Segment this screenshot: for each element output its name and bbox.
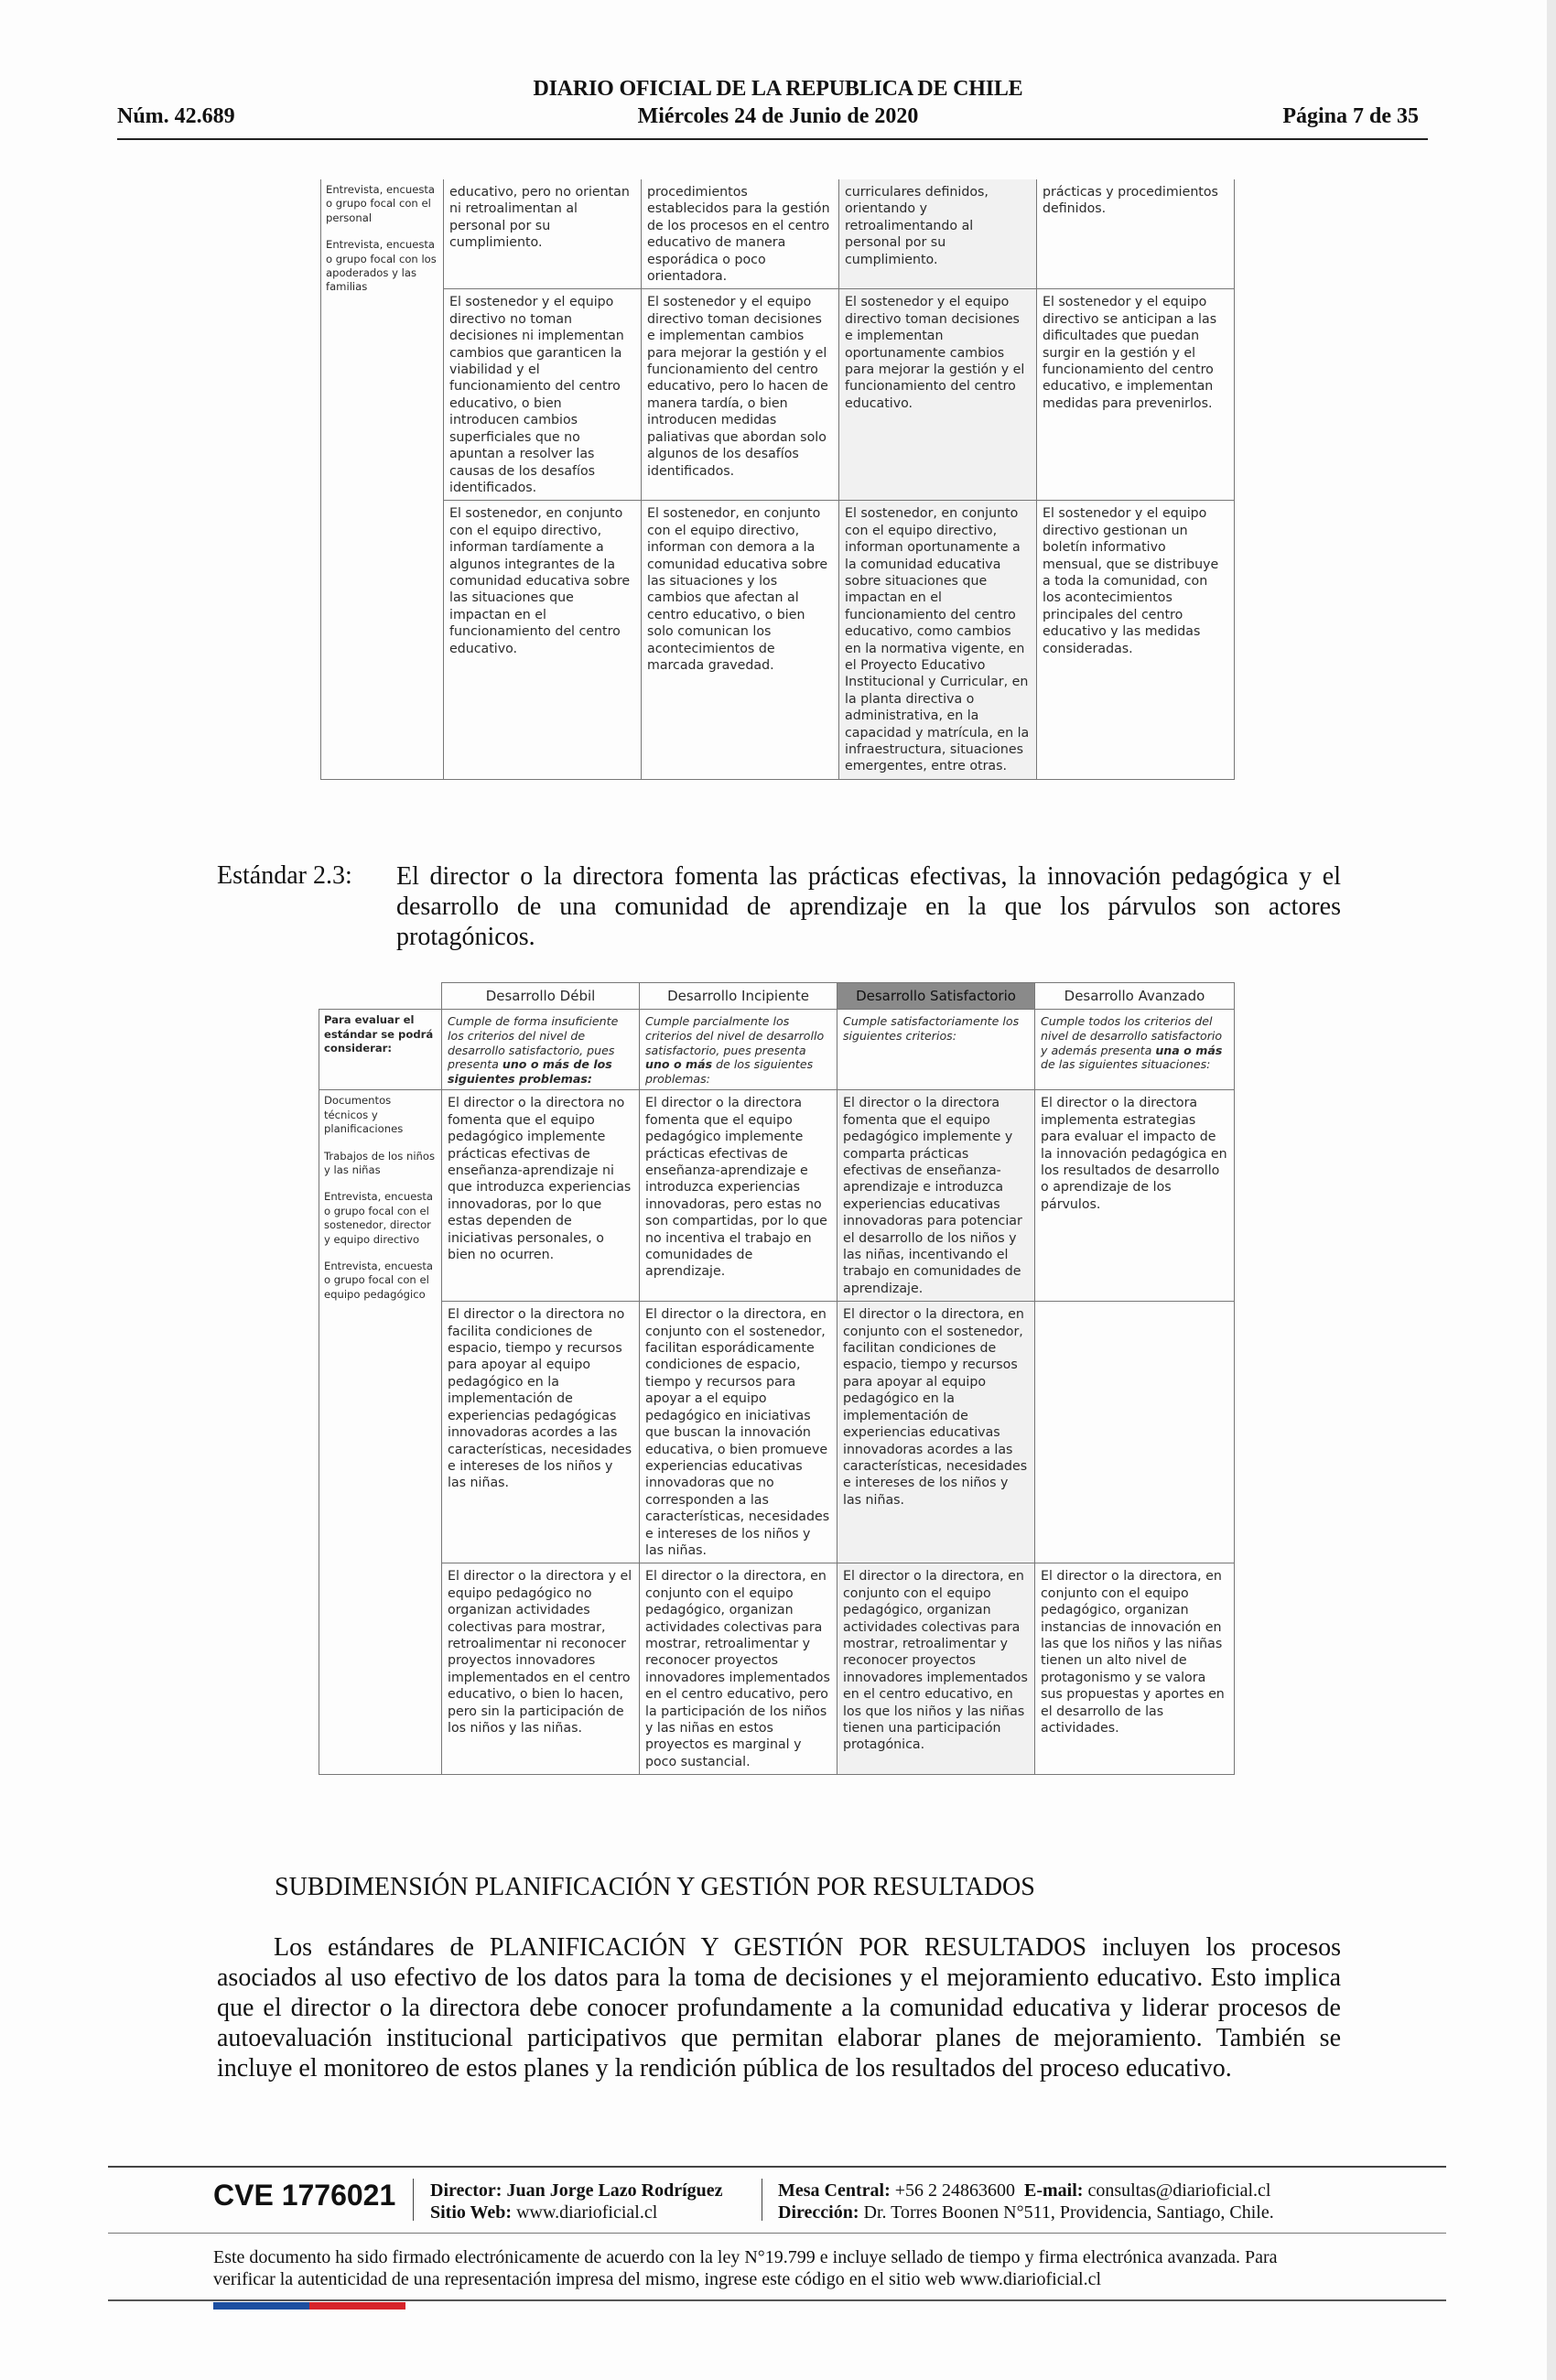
rubric-table-continued — [320, 179, 1235, 780]
standard-text: El director o la directora fomenta las prácticas efectivas, la innovación pedagógica y el desarrollo de una comunidad de aprendizaje en la que los párvulos son actores protagónicos. — [396, 862, 1341, 951]
cell-satisfactorio: El director o la directora, en conjunto con el sostenedor, facilitan condiciones de espacio, tiempo y recursos para apoyar al equipo pedagógico en la implementación de experiencias educativas innovadoras acordes a las características, necesidades e intereses de los niños y las niñas. — [837, 1302, 1035, 1563]
evidence-item: Entrevista, encuesta o grupo focal con el sostenedor, director y equipo directivo — [324, 1190, 434, 1246]
table-row — [319, 1090, 1235, 1302]
table-row — [319, 1563, 1235, 1775]
newspaper-title: DIARIO OFICIAL DE LA REPUBLICA DE CHILE — [533, 77, 1023, 101]
evidence-item: Entrevista, encuesta o grupo focal con los apoderados y las familias — [326, 238, 437, 294]
cell-debil: El director o la directora no fomenta que el equipo pedagógico implemente prácticas efectivas de enseñanza-aprendizaje ni que introduzca experiencias innovadoras, por lo que estas dependen de iniciativas personales, o bien no ocurren. — [442, 1090, 640, 1302]
cell-avanzado: El sostenedor y el equipo directivo se anticipan a las dificultades que puedan surgir en la gestión y el funcionamiento del centro educativo, e implementan medidas para prevenirlos. — [1037, 289, 1235, 501]
cell-debil: El sostenedor, en conjunto con el equipo directivo, informan tardíamente a algunos integrantes de la comunidad educativa sobre las situaciones que impactan en el funcionamiento del centro educativo. — [444, 501, 642, 780]
cell-debil: educativo, pero no orientan ni retroalimentan al personal por su cumplimiento. — [444, 179, 642, 289]
cell-satisfactorio: El director o la directora, en conjunto con el equipo pedagógico, organizan actividades colectivas para mostrar, retroalimentar y reconocer proyectos innovadores implementados en el centro educativo, en los que los niños y las niñas tienen una participación protagónica. — [837, 1563, 1035, 1775]
cell-avanzado — [1035, 1302, 1235, 1563]
body-paragraph: Los estándares de PLANIFICACIÓN Y GESTIÓN POR RESULTADOS incluyen los procesos asociados al uso efectivo de los datos para la toma de decisiones y el mejoramiento educativo. Esto implica que el director o la directora debe conocer profundamente a la comunidad educativa y liderar procesos de autoevaluación institucional participativos que permitan elaborar planes de mejoramiento. También se incluye el monitoreo de estos planes y la rendición pública de los resultados del proceso educativo. — [217, 1933, 1341, 2082]
evidence-item: Entrevista, encuesta o grupo focal con el personal — [326, 183, 436, 224]
cell-satisfactorio: El director o la directora fomenta que el equipo pedagógico implemente y comparta prácticas efectivas de enseñanza-aprendizaje e introduzca experiencias educativas innovadoras para potenciar el desarrollo de los niños y las niñas, incentivando el trabajo en comunidades de aprendizaje. — [837, 1090, 1035, 1302]
cell-satisfactorio: curriculares definidos, orientando y retroalimentando al personal por su cumplimiento. — [839, 179, 1037, 289]
cell-debil: El director o la directora y el equipo pedagógico no organizan actividades colectivas para mostrar, retroalimentar ni reconocer proyectos innovadores implementados en el centro educativo, o bien lo hacen, pero sin la participación de los niños y las niñas. — [442, 1563, 640, 1775]
evidence-item: Trabajos de los niños y las niñas — [324, 1149, 436, 1176]
criteria-incipiente: Cumple parcialmente los criterios del nivel de desarrollo satisfactorio, pues presenta uno o más de los siguientes problemas: — [640, 1010, 837, 1090]
footer-rule — [108, 2166, 1446, 2168]
table-row — [319, 1302, 1235, 1563]
flag-blue-segment — [213, 2302, 309, 2310]
footer-rule — [108, 2233, 1446, 2234]
flag-red-segment — [309, 2302, 405, 2310]
cell-incipiente: procedimientos establecidos para la gestión de los procesos en el centro educativo de manera esporádica o poco orientadora. — [642, 179, 839, 289]
footer-rule — [108, 2299, 1446, 2301]
evidence-item: Entrevista, encuesta o grupo focal con el equipo pedagógico — [324, 1260, 434, 1301]
cell-avanzado: El director o la directora, en conjunto con el equipo pedagógico, organizan instancias de innovación en las que los niños y las niñas tienen un alto nivel de protagonismo y se valora sus propuestas y aportes en el desarrollo de las actividades. — [1035, 1563, 1235, 1775]
flag-stripe — [213, 2302, 405, 2310]
cell-debil: El sostenedor y el equipo directivo no toman decisiones ni implementan cambios que garanticen la viabilidad y el funcionamiento del centro educativo, o bien introducen cambios superficiales que no apuntan a resolver las causas de los desafíos identificados. — [444, 289, 642, 501]
header-incipiente: Desarrollo Incipiente — [640, 983, 837, 1010]
rubric-table-standard-2-3 — [319, 982, 1235, 1775]
page-number: Página 7 de 35 — [1282, 104, 1419, 128]
evidence-sources — [319, 1090, 442, 1775]
evidence-sources — [321, 179, 444, 779]
header-avanzado: Desarrollo Avanzado — [1035, 983, 1235, 1010]
header-rule — [117, 138, 1428, 140]
table-header-row — [319, 983, 1235, 1010]
cell-incipiente: El director o la directora, en conjunto con el sostenedor, facilitan esporádicamente condiciones de espacio, tiempo y recursos para apoyar a el equipo pedagógico en iniciativas que buscan la innovación educativa, o bien promueve experiencias educativas innovadoras que no corresponden a las características, necesidades e intereses de los niños y las niñas. — [640, 1302, 837, 1563]
empty-corner — [319, 983, 442, 1010]
side-title: Para evaluar el estándar se podrá considerar: — [319, 1010, 442, 1090]
cve-code: CVE 1776021 — [213, 2179, 396, 2212]
issue-number: Núm. 42.689 — [117, 104, 235, 128]
criteria-satisfactorio: Cumple satisfactoriamente los siguientes criterios: — [837, 1010, 1035, 1090]
cell-incipiente: El director o la directora fomenta que el equipo pedagógico implemente prácticas efectivas de enseñanza-aprendizaje e introduzca experiencias innovadoras, pero estas no son compartidas, por lo que no incentiva el trabajo en comunidades de aprendizaje. — [640, 1090, 837, 1302]
cell-incipiente: El sostenedor y el equipo directivo toman decisiones e implementan cambios para mejorar la gestión y el funcionamiento del centro educativo, pero lo hacen de manera tardía, o bien introducen medidas paliativas que abordan solo algunos de los desafíos identificados. — [642, 289, 839, 501]
table-row — [321, 179, 1235, 289]
issue-date: Miércoles 24 de Junio de 2020 — [637, 104, 919, 128]
footer-director-block: Director: Juan Jorge Lazo Rodríguez Sitio Web: www.diarioficial.cl — [430, 2180, 723, 2223]
website-link[interactable]: www.diarioficial.cl — [516, 2202, 658, 2223]
footer-contact-block: Mesa Central: +56 2 24863600 E-mail: consultas@diarioficial.cl Dirección: Dr. Torres Boonen N°511, Providencia, Santiago, Chile. — [778, 2180, 1274, 2223]
standard-label: Estándar 2.3: — [217, 861, 352, 890]
cell-avanzado: El sostenedor y el equipo directivo gestionan un boletín informativo mensual, que se distribuye a toda la comunidad, con los acontecimientos principales del centro educativo y las medidas consideradas. — [1037, 501, 1235, 780]
cell-debil: El director o la directora no facilita condiciones de espacio, tiempo y recursos para apoyar al equipo pedagógico en la implementación de experiencias pedagógicas innovadoras acordes a las características, necesidades e intereses de los niños y las niñas. — [442, 1302, 640, 1563]
criteria-avanzado: Cumple todos los criterios del nivel de desarrollo satisfactorio y además presenta una o más de las siguientes situaciones: — [1035, 1010, 1235, 1090]
legal-notice: Este documento ha sido firmado electrónicamente de acuerdo con la ley N°19.799 e incluye sellado de tiempo y firma electrónica avanzada. Para verificar la autenticidad de una representación impresa del mismo, ingrese este código en el sitio web www.diarioficial.cl — [213, 2247, 1278, 2289]
cell-avanzado: El director o la directora implementa estrategias para evaluar el impacto de la innovación pedagógica en los resultados de desarrollo o aprendizaje de los párvulos. — [1035, 1090, 1235, 1302]
email-link[interactable]: consultas@diarioficial.cl — [1087, 2180, 1271, 2201]
header-satisfactorio: Desarrollo Satisfactorio — [837, 983, 1035, 1010]
cell-avanzado: prácticas y procedimientos definidos. — [1037, 179, 1235, 289]
subdimension-heading: SUBDIMENSIÓN PLANIFICACIÓN Y GESTIÓN POR RESULTADOS — [275, 1873, 1035, 1901]
cell-incipiente: El director o la directora, en conjunto con el equipo pedagógico, organizan actividades colectivas para mostrar, retroalimentar y reconocer proyectos innovadores implementados en el centro educativo, pero la participación de los niños y las niñas en estos proyectos es marginal y poco sustancial. — [640, 1563, 837, 1775]
criteria-debil: Cumple de forma insuficiente los criterios del nivel de desarrollo satisfactorio, pues presenta uno o más de los siguientes problemas: — [442, 1010, 640, 1090]
cell-satisfactorio: El sostenedor, en conjunto con el equipo directivo, informan oportunamente a la comunidad educativa sobre situaciones que impactan en el funcionamiento del centro educativo, como cambios en la normativa vigente, en el Proyecto Educativo Institucional y Curricular, en la planta directiva o administrativa, en la capacidad y matrícula, en la infraestructura, situaciones emergentes, entre otras. — [839, 501, 1037, 780]
criteria-row — [319, 1010, 1235, 1090]
table-row — [321, 501, 1235, 780]
evidence-item: Documentos técnicos y planificaciones — [324, 1094, 404, 1136]
table-row — [321, 289, 1235, 501]
cell-satisfactorio: El sostenedor y el equipo directivo toman decisiones e implementan oportunamente cambios para mejorar la gestión y el funcionamiento del centro educativo. — [839, 289, 1037, 501]
footer-divider — [413, 2179, 414, 2221]
cell-incipiente: El sostenedor, en conjunto con el equipo directivo, informan con demora a la comunidad educativa sobre las situaciones y los cambios que afectan al centro educativo, o bien solo comunican los acontecimientos de marcada gravedad. — [642, 501, 839, 780]
header-debil: Desarrollo Débil — [442, 983, 640, 1010]
